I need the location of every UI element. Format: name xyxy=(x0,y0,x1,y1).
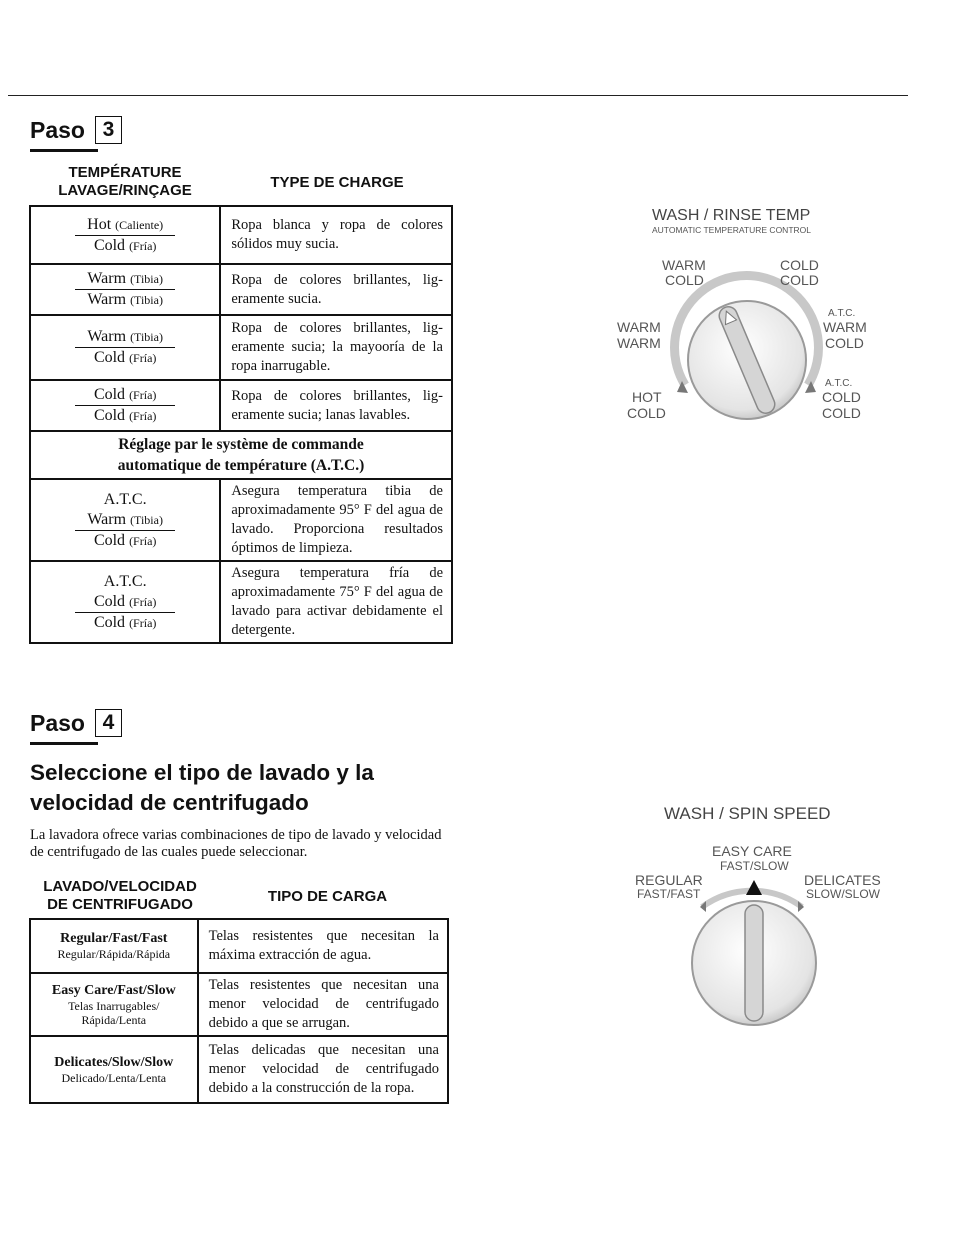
step4-heading xyxy=(30,709,122,743)
step3-number-box: 3 xyxy=(95,116,122,144)
temp-cell xyxy=(30,315,220,380)
temp-cell xyxy=(30,206,220,264)
wash-spin-table xyxy=(29,918,449,1104)
wash-temp-sub: (Tibia) xyxy=(130,512,163,527)
load-type-desc: Asegura temperatura tibia de aproximadamente 95° F del agua de lavado. Proporciona resultados óptimos de limpieza. xyxy=(220,479,452,561)
col-type-header: TYPE DE CHARGE xyxy=(270,174,404,191)
wash-temp: Warm xyxy=(87,510,127,528)
wash-temp: Cold xyxy=(93,592,126,610)
top-rule xyxy=(8,95,908,96)
atc-heading xyxy=(30,431,452,479)
svg-text:WARM: WARM xyxy=(617,335,661,351)
svg-text:REGULAR: REGULAR xyxy=(635,872,703,888)
wash-temp: Hot xyxy=(87,215,112,233)
rinse-temp: Cold xyxy=(93,613,126,631)
col-wash-header-line2: DE CENTRIFUGADO xyxy=(47,896,193,913)
rinse-temp-sub: (Fría) xyxy=(129,351,157,365)
table-row xyxy=(30,479,452,561)
dial1-subtitle: AUTOMATIC TEMPERATURE CONTROL xyxy=(652,225,811,235)
step4-intro: La lavadora ofrece varias combinaciones de tipo de lavado y velocidad de centrifugado de las cuales puede seleccionar. xyxy=(30,827,442,860)
wash-spin-speed-dial[interactable] xyxy=(620,795,900,1035)
load-type-desc: Asegura temperatura fría de aproximadamente 75° F del agua de lavado para activar debidamente el detergente. xyxy=(220,561,452,643)
load-type-desc: Ropa de colores brillantes, lig-eramente sucia. xyxy=(220,264,452,315)
svg-text:COLD: COLD xyxy=(665,272,704,288)
wash-spin-cell xyxy=(30,1036,198,1103)
svg-text:A.T.C.: A.T.C. xyxy=(828,308,856,319)
wash-temp: Cold xyxy=(93,386,126,403)
rinse-temp: Cold xyxy=(93,407,126,424)
wash-temp: Warm xyxy=(87,270,127,287)
temp-cell xyxy=(30,479,220,561)
wash-temp-sub: (Tibia) xyxy=(130,272,163,286)
dial2-pointer xyxy=(745,905,763,1021)
temp-cell xyxy=(30,264,220,315)
rinse-temp: Cold xyxy=(93,236,126,254)
col-wash-header xyxy=(30,878,210,914)
svg-text:COLD: COLD xyxy=(780,257,819,273)
svg-text:A.T.C.: A.T.C. xyxy=(825,378,853,389)
svg-text:COLD: COLD xyxy=(822,389,861,405)
load-type-desc: Ropa de colores brillantes, lig-eramente sucia; la mayooría de la ropa inarrugable. xyxy=(220,315,452,380)
dial1-label-warm-cold xyxy=(662,257,706,288)
step4-underline xyxy=(30,742,98,745)
atc-heading-line2: automatique de température (A.T.C.) xyxy=(117,457,365,474)
atc-label: A.T.C. xyxy=(103,572,147,590)
rinse-temp-sub: (Fría) xyxy=(129,533,157,548)
step3-underline xyxy=(30,149,98,152)
dial2-label-regular xyxy=(635,872,703,901)
step4-title-line2: velocidad de centrifugado xyxy=(30,790,309,815)
svg-text:COLD: COLD xyxy=(627,405,666,421)
svg-text:DELICATES: DELICATES xyxy=(804,872,881,888)
temperature-table xyxy=(29,205,453,644)
atc-heading-line1: Réglage par le système de commande xyxy=(118,436,364,453)
table-row xyxy=(30,919,448,973)
wash-spin-sub: Telas Inarrugables/ Rápida/Lenta xyxy=(68,998,160,1027)
table-row xyxy=(30,561,452,643)
rinse-temp: Warm xyxy=(87,291,127,308)
wash-spin-cell xyxy=(30,973,198,1036)
dial2-title: WASH / SPIN SPEED xyxy=(664,804,831,823)
col-temp-header xyxy=(30,164,220,200)
wash-spin-sub: Regular/Rápida/Rápida xyxy=(57,947,171,961)
table-row xyxy=(30,315,452,380)
table-row xyxy=(30,264,452,315)
step4-paso-label: Paso xyxy=(30,710,85,736)
svg-text:SLOW/SLOW: SLOW/SLOW xyxy=(806,887,881,901)
table-row xyxy=(30,431,452,479)
step4-title xyxy=(30,758,460,818)
svg-text:WARM: WARM xyxy=(662,257,706,273)
svg-text:COLD: COLD xyxy=(780,272,819,288)
svg-text:FAST/FAST: FAST/FAST xyxy=(637,887,701,901)
rinse-temp-sub: (Tibia) xyxy=(130,293,163,307)
wash-temp-sub: (Tibia) xyxy=(130,330,163,344)
svg-text:WARM: WARM xyxy=(823,319,867,335)
svg-text:HOT: HOT xyxy=(632,389,662,405)
wash-temp-sub: (Fría) xyxy=(129,388,157,402)
dial1-label-cold-cold xyxy=(780,257,819,288)
load-type-desc: Ropa blanca y ropa de colores sólidos muy sucia. xyxy=(220,206,452,264)
wash-spin-sub: Delicado/Lenta/Lenta xyxy=(61,1070,167,1085)
wash-rinse-temp-dial[interactable] xyxy=(600,195,880,435)
svg-text:COLD: COLD xyxy=(822,405,861,421)
col-temp-header-line2: LAVAGE/RINÇAGE xyxy=(58,182,192,199)
rinse-temp-sub: (Fría) xyxy=(129,615,157,630)
atc-label: A.T.C. xyxy=(103,490,147,508)
col-wash-header-line1: LAVADO/VELOCIDAD xyxy=(43,878,197,895)
table-row xyxy=(30,206,452,264)
wash-temp: Warm xyxy=(87,328,127,345)
load-type-desc: Telas delicadas que necesitan una menor velocidad de centrifugado debido a la construcción de la ropa. xyxy=(198,1036,448,1103)
load-type-desc: Telas resistentes que necesitan la máxima extracción de agua. xyxy=(198,919,448,973)
dial1-title: WASH / RINSE TEMP xyxy=(652,207,811,224)
table-row xyxy=(30,973,448,1036)
dial2-indicator-triangle xyxy=(746,880,762,895)
rinse-temp: Cold xyxy=(93,349,126,366)
step3-paso-label: Paso xyxy=(30,117,85,143)
wash-temp-sub: (Caliente) xyxy=(115,217,164,232)
rinse-temp-sub: (Fría) xyxy=(129,238,157,253)
svg-text:FAST/SLOW: FAST/SLOW xyxy=(720,859,789,873)
rinse-temp: Cold xyxy=(93,531,126,549)
dial2-label-delicates xyxy=(804,872,881,901)
dial1-label-hot-cold xyxy=(627,389,666,421)
dial1-label-atc-warm-cold xyxy=(823,308,867,351)
step4-number-box: 4 xyxy=(95,709,122,737)
col-load-header: TIPO DE CARGA xyxy=(267,888,388,905)
table-row xyxy=(30,1036,448,1103)
wash-spin-title: Delicates/Slow/Slow xyxy=(54,1054,174,1070)
svg-text:WARM: WARM xyxy=(617,319,661,335)
load-type-desc: Ropa de colores brillantes, lig-eramente sucia; lanas lavables. xyxy=(220,380,452,431)
svg-text:COLD: COLD xyxy=(825,335,864,351)
dial1-label-atc-cold-cold xyxy=(822,378,861,421)
step4-title-line1: Seleccione el tipo de lavado y la xyxy=(30,760,374,785)
step3-heading xyxy=(30,116,122,150)
dial2-label-easy-care xyxy=(712,843,792,873)
rinse-temp-sub: (Fría) xyxy=(129,409,157,423)
wash-spin-title: Easy Care/Fast/Slow xyxy=(51,982,176,998)
dial1-label-warm-warm xyxy=(617,319,661,351)
table-row xyxy=(30,380,452,431)
wash-temp-sub: (Fría) xyxy=(129,594,157,609)
temp-cell xyxy=(30,561,220,643)
svg-text:EASY CARE: EASY CARE xyxy=(712,843,792,859)
load-type-desc: Telas resistentes que necesitan una menor velocidad de centrifugado debido a que se arrugan. xyxy=(198,973,448,1036)
wash-spin-title: Regular/Fast/Fast xyxy=(60,931,168,946)
wash-spin-cell xyxy=(30,919,198,973)
temp-cell xyxy=(30,380,220,431)
col-temp-header-line1: TEMPÉRATURE xyxy=(68,164,182,181)
